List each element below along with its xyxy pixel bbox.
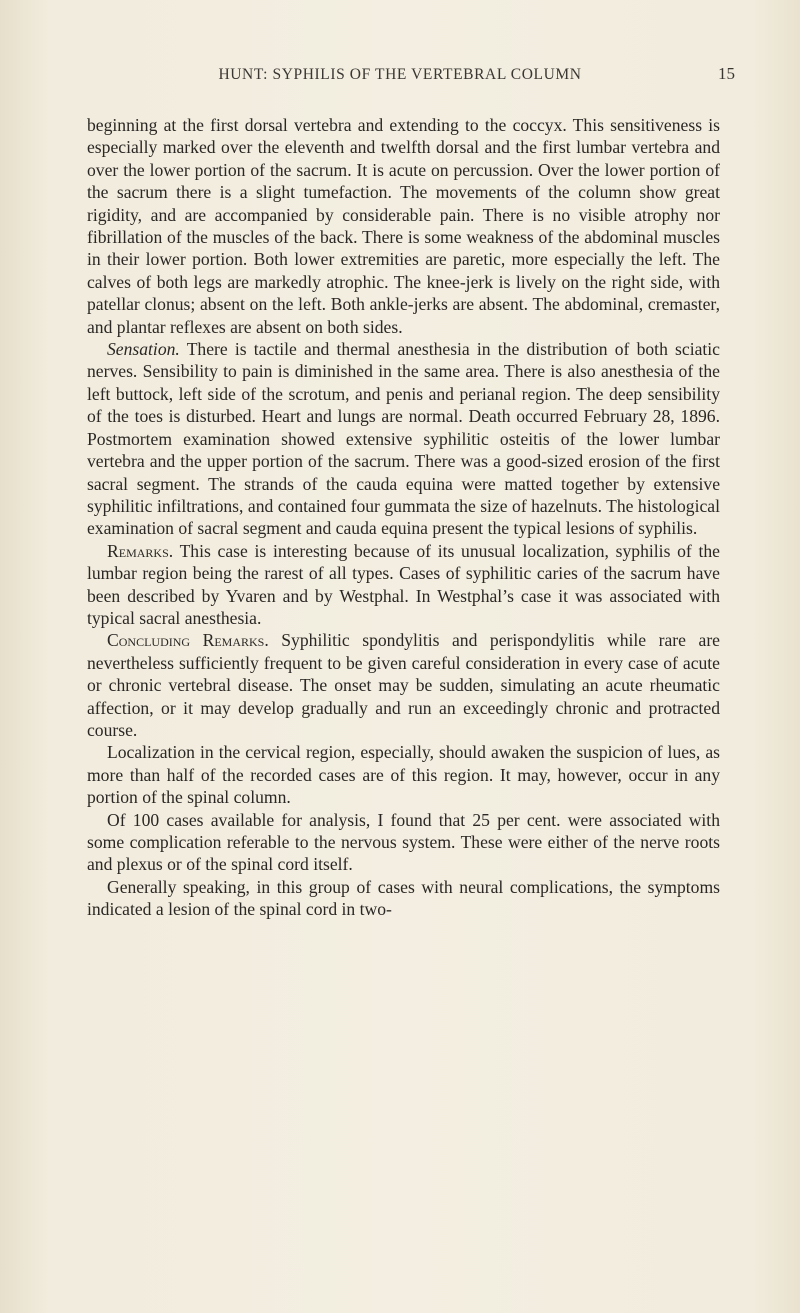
body-text <box>87 114 720 921</box>
paragraph-analysis <box>87 809 720 876</box>
paragraph-text: Syphilitic spondylitis and perispondylitis while rare are nevertheless sufficiently frequent to be given careful consideration in every case of acute or chronic vertebral disease. The onset may be sudden, simulating an acute rheumatic affection, or it may develop gradually and run an exceedingly chronic and protracted course. <box>87 630 720 740</box>
section-lead-sensation: Sensation. <box>107 339 180 360</box>
paragraph-symptoms <box>87 114 720 338</box>
paragraph-text: Of 100 cases available for analysis, I found that 25 per cent. were associated with some complication referable to the nervous system. These were either of the nerve roots and plexus or of the spinal cord itself. <box>87 809 720 875</box>
paragraph-text: There is tactile and thermal anesthesia in the distribution of both sciatic nerves. Sensibility to pain is diminished in the same area. There is also anesthesia of the left buttock, left side of the scrotum, and penis and perianal region. The deep sensibility of the toes is disturbed. Heart and lungs are normal. Death occurred February 28, 1896. Postmortem examination showed extensive syphilitic osteitis of the lower lumbar vertebra and the upper portion of the sacrum. There was a good-sized erosion of the first sacral segment. The strands of the cauda equina were matted together by extensive syphilitic infiltrations, and contained four gummata the size of hazelnuts. The histological examination of sacral segment and cauda equina present the typical lesions of syphilis. <box>87 339 720 539</box>
page-number: 15 <box>718 64 735 83</box>
paragraph-text: This case is interesting because of its unusual localization, syphilis of the lumbar region being the rarest of all types. Cases of syphilitic caries of the sacrum have been described by Yvaren and by Westphal. In Westphal’s case it was associated with typical sacral anesthesia. <box>87 540 720 628</box>
paragraph-concluding-remarks <box>87 629 720 741</box>
section-lead-concluding-remarks: Concluding Remarks. <box>107 630 269 651</box>
paragraph-remarks <box>87 540 720 630</box>
paragraph-localization <box>87 741 720 808</box>
running-header: HUNT: SYPHILIS OF THE VERTEBRAL COLUMN <box>218 66 582 83</box>
paragraph-text: Localization in the cervical region, especially, should awaken the suspicion of lues, as more than half of the recorded cases are of this region. It may, however, occur in any portion of the spinal column. <box>87 742 720 808</box>
paragraph-text: Generally speaking, in this group of cases with neural complications, the symptoms indicated a lesion of the spinal cord in two- <box>87 876 720 920</box>
section-lead-remarks: Remarks. <box>107 540 174 561</box>
paragraph-text: beginning at the first dorsal vertebra and extending to the coccyx. This sensitiveness is especially marked over the eleventh and twelfth dorsal and the first lumbar vertebra and over the lower portion of the sacrum. It is acute on percussion. Over the lower portion of the sacrum there is a slight tumefaction. The movements of the column show great rigidity, and are accompanied by considerable pain. There is no visible atrophy nor fibrillation of the muscles of the back. There is some weakness of the abdominal muscles in their lower portion. Both lower extremities are paretic, more especially the left. The calves of both legs are markedly atrophic. The knee-jerk is lively on the right side, with patellar clonus; absent on the left. Both ankle-jerks are absent. The abdominal, cremaster, and plantar reflexes are absent on both sides. <box>87 115 720 337</box>
paragraph-sensation <box>87 338 720 540</box>
paragraph-neural-complications <box>87 876 720 921</box>
